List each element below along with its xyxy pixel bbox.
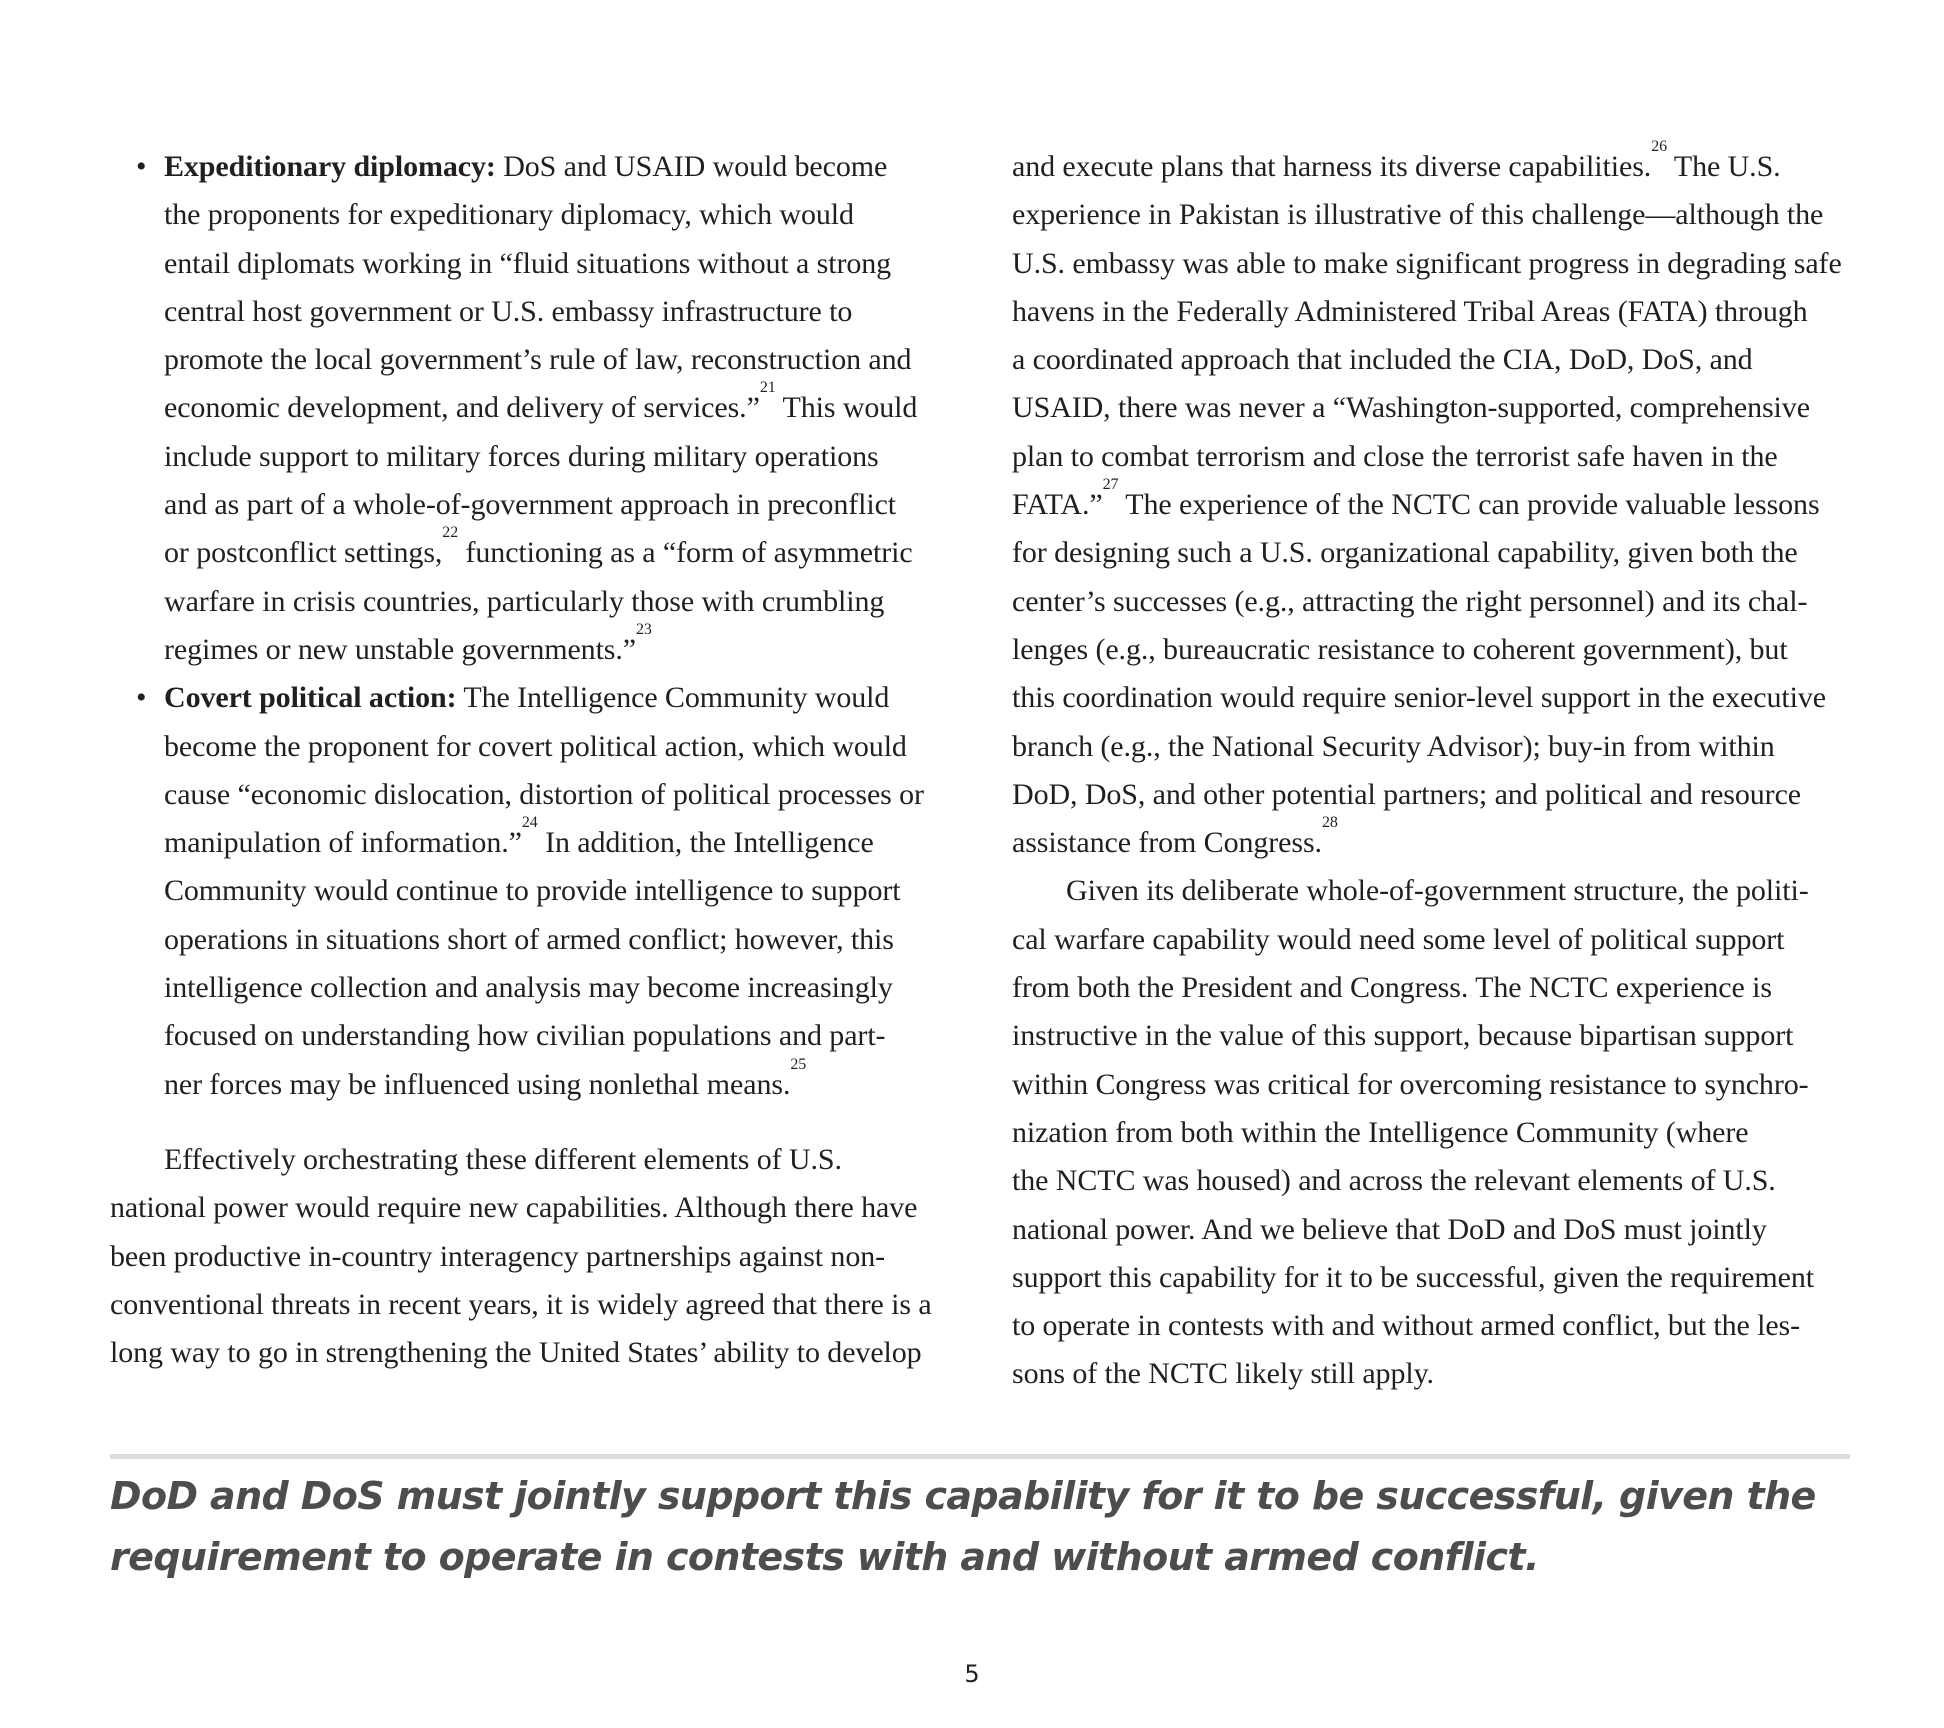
text-line: sons of the NCTC likely still apply.: [1012, 1357, 1434, 1391]
text-line: plan to combat terrorism and close the terrorist safe haven in the: [1012, 439, 1778, 473]
page-number: 5: [964, 1660, 980, 1688]
text-line: national power. And we believe that DoD and DoS must jointly: [1012, 1212, 1767, 1246]
text-line: this coordination would require senior-level support in the executive: [1012, 681, 1826, 715]
text-line: conventional threats in recent years, it is widely agreed that there is a: [110, 1287, 932, 1321]
text-line: operations in situations short of armed conflict; however, this: [164, 922, 894, 956]
text-line: [164, 620, 950, 674]
pull-quote-line: DoD and DoS must jointly support this capability for it to be successful, given the: [110, 1474, 1816, 1518]
body-paragraph: [110, 1136, 950, 1377]
text-span: and execute plans that harness its diverse capabilities.: [1012, 150, 1652, 183]
text-line: support this capability for it to be successful, given the requirement: [1012, 1260, 1814, 1294]
text-line: and as part of a whole-of-government approach in preconflict: [164, 488, 897, 522]
text-line: [1012, 138, 1857, 191]
footnote-ref: 23: [636, 620, 652, 638]
footnote-ref: 25: [790, 1055, 807, 1073]
right-column: [1012, 138, 1857, 1399]
text-line: [164, 379, 950, 432]
text-span: This would: [775, 391, 918, 425]
text-line: USAID, there was never a “Washington-supported, comprehensive: [1012, 391, 1810, 425]
text-line: nization from both within the Intelligence Community (where: [1012, 1115, 1749, 1149]
text-line: [1012, 814, 1857, 867]
text-line: promote the local government’s rule of law, reconstruction and: [164, 343, 912, 377]
text-span: economic development, and delivery of services.”: [164, 391, 760, 425]
text-span: assistance from Congress.: [1012, 826, 1322, 860]
body-paragraph: [1012, 138, 1857, 867]
list-item-expeditionary-diplomacy: [110, 143, 950, 674]
text-line: lenges (e.g., bureaucratic resistance to coherent government), but: [1012, 632, 1788, 666]
text-line: havens in the Federally Administered Tribal Areas (FATA) through: [1012, 294, 1808, 328]
pull-quote-divider: [110, 1454, 1850, 1459]
footnote-ref: 27: [1102, 476, 1119, 494]
body-paragraph: [1012, 867, 1857, 1398]
text-span: functioning as a “form of asymmetric: [458, 536, 913, 570]
text-line: [164, 674, 950, 722]
text-line: for designing such a U.S. organizational capability, given both the: [1012, 536, 1798, 570]
text-line: cal warfare capability would need some level of political support: [1012, 922, 1785, 956]
text-span: or postconflict settings,: [164, 536, 443, 570]
text-span: FATA.”: [1012, 488, 1103, 522]
text-line: branch (e.g., the National Security Advisor); buy-in from within: [1012, 729, 1775, 763]
text-line: entail diplomats working in “fluid situations without a strong: [164, 246, 892, 280]
text-span: manipulation of information.”: [164, 826, 522, 860]
text-line: [164, 814, 950, 867]
text-span: The experience of the NCTC can provide valuable lessons: [1118, 488, 1820, 522]
text-line: [164, 1055, 950, 1109]
text-line: Given its deliberate whole-of-government structure, the politi-: [1066, 874, 1809, 908]
text-line: intelligence collection and analysis may become increasingly: [164, 971, 893, 1005]
text-span: ner forces may be influenced using nonlethal means.: [164, 1067, 791, 1101]
text-line: become the proponent for covert political action, which would: [164, 729, 907, 763]
text-line: U.S. embassy was able to make significant progress in degrading safe: [1012, 246, 1842, 280]
footnote-ref: 28: [1321, 814, 1338, 832]
text-line: long way to go in strengthening the United States’ ability to develop: [110, 1336, 922, 1370]
text-span: DoS and USAID would become: [495, 150, 888, 183]
text-line: national power would require new capabilities. Although there have: [110, 1191, 918, 1225]
text-span: In addition, the Intelligence: [537, 826, 874, 860]
text-line: the proponents for expeditionary diplomacy, which would: [164, 198, 854, 232]
footnote-ref: 22: [442, 524, 459, 542]
text-line: been productive in-country interagency partnerships against non-: [110, 1239, 886, 1273]
footnote-ref: 26: [1651, 138, 1667, 155]
text-line: Community would continue to provide intelligence to support: [164, 874, 901, 908]
text-line: experience in Pakistan is illustrative of this challenge—although the: [1012, 198, 1824, 232]
term-label: Covert political action:: [164, 681, 457, 715]
text-line: central host government or U.S. embassy infrastructure to: [164, 294, 853, 328]
footnote-ref: 24: [521, 814, 538, 832]
text-line: warfare in crisis countries, particularly those with crumbling: [164, 584, 885, 618]
text-line: within Congress was critical for overcoming resistance to synchro-: [1012, 1067, 1809, 1101]
pull-quote: [110, 1466, 1850, 1588]
text-line: from both the President and Congress. The NCTC experience is: [1012, 971, 1772, 1005]
text-line: [164, 524, 950, 577]
text-line: cause “economic dislocation, distortion of political processes or: [164, 777, 924, 811]
term-label: Expeditionary diplomacy:: [164, 150, 496, 183]
bullet-icon: •: [136, 681, 147, 715]
text-line: a coordinated approach that included the CIA, DoD, DoS, and: [1012, 343, 1753, 377]
text-line: the NCTC was housed) and across the relevant elements of U.S.: [1012, 1164, 1776, 1198]
text-line: [164, 143, 950, 191]
footnote-ref: 21: [759, 379, 776, 397]
text-line: focused on understanding how civilian populations and part-: [164, 1019, 886, 1053]
text-line: instructive in the value of this support, because bipartisan support: [1012, 1019, 1794, 1053]
left-column: [110, 143, 950, 1377]
text-line: center’s successes (e.g., attracting the right personnel) and its chal-: [1012, 584, 1808, 618]
bullet-list: [110, 143, 950, 1109]
text-span: regimes or new unstable governments.”: [164, 632, 636, 666]
text-line: DoD, DoS, and other potential partners; and political and resource: [1012, 777, 1802, 811]
text-span: The Intelligence Community would: [456, 681, 890, 715]
list-item-covert-political-action: [110, 674, 950, 1109]
text-span: The U.S.: [1667, 150, 1781, 183]
text-line: to operate in contests with and without armed conflict, but the les-: [1012, 1309, 1800, 1343]
text-line: [1012, 476, 1857, 529]
bullet-icon: •: [136, 150, 147, 183]
pull-quote-line: requirement to operate in contests with and without armed conflict.: [110, 1535, 1539, 1579]
text-line: Effectively orchestrating these different elements of U.S.: [164, 1142, 842, 1176]
text-line: include support to military forces during military operations: [164, 439, 879, 473]
